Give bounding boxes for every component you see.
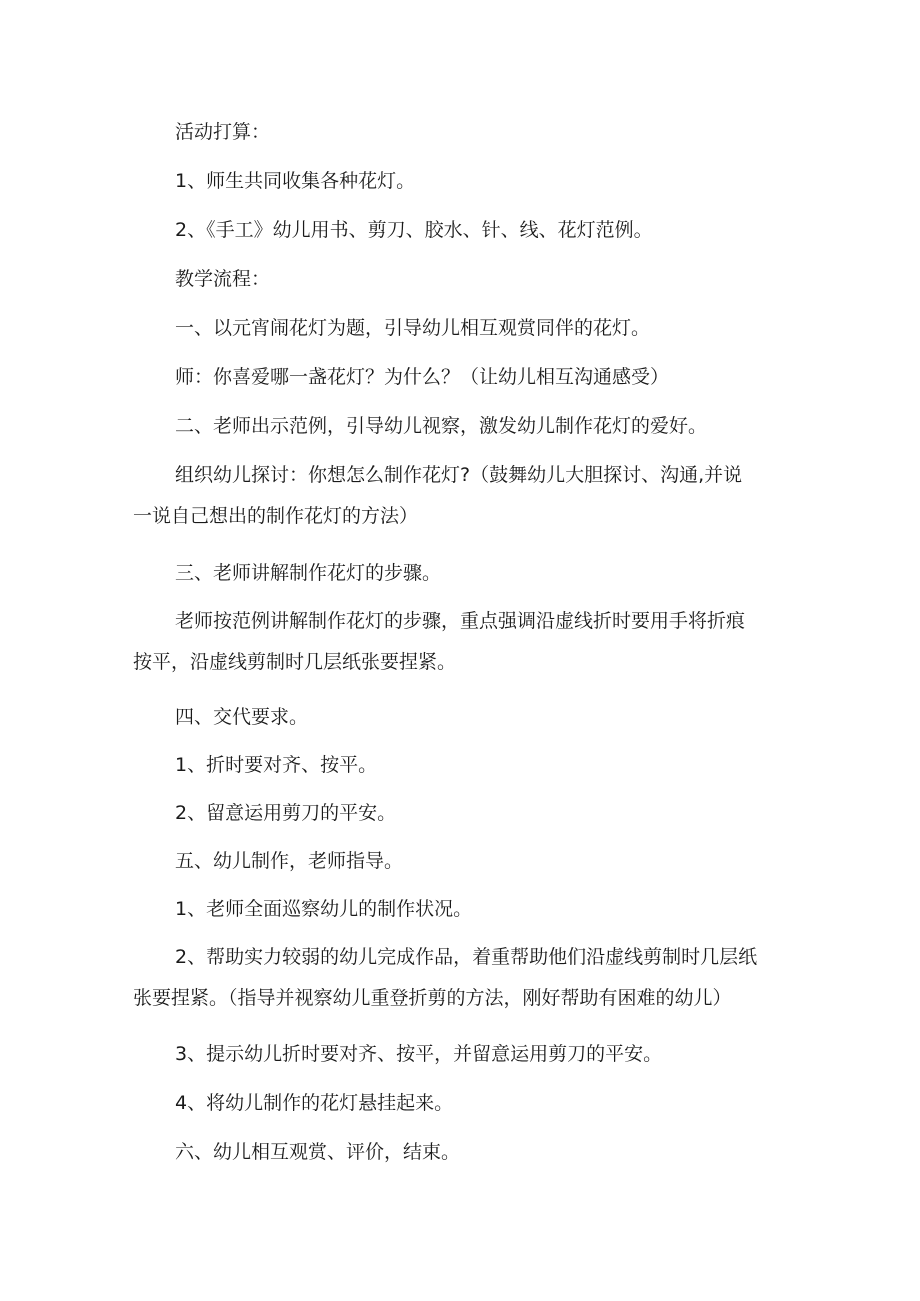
- list-item: [133, 1083, 793, 1124]
- list-item: [133, 937, 793, 1019]
- list-item: [133, 889, 793, 930]
- paragraph-line: 五、幼儿制作，老师指导。: [175, 850, 404, 872]
- step-heading: [133, 553, 793, 594]
- paragraph-line: 1、师生共同收集各种花灯。: [175, 170, 416, 192]
- list-item: [133, 161, 793, 202]
- paragraph-line: 1、折时要对齐、按平。: [175, 754, 378, 776]
- paragraph-line: 1、老师全面巡察幼儿的制作状况。: [175, 898, 473, 920]
- section-heading-process: [133, 259, 793, 300]
- paragraph-line: 2、留意运用剪刀的平安。: [175, 802, 397, 824]
- paragraph-line: 2、帮助实力较弱的幼儿完成作品，着重帮助他们沿虚线剪制时几层纸: [175, 946, 758, 968]
- step-heading: [133, 841, 793, 882]
- list-item: [133, 1034, 793, 1075]
- step-heading: [133, 308, 793, 349]
- paragraph-line: 组织幼儿探讨：你想怎么制作花灯?（鼓舞幼儿大胆探讨、沟通,并说: [175, 464, 743, 486]
- paragraph-line: 教学流程：: [175, 268, 271, 290]
- paragraph-line: 4、将幼儿制作的花灯悬挂起来。: [175, 1092, 454, 1114]
- paragraph-line: 一、以元宵闹花灯为题，引导幼儿相互观赏同伴的花灯。: [175, 317, 651, 339]
- paragraph: [133, 455, 793, 537]
- paragraph-line: 一说自己想出的制作花灯的方法）: [133, 505, 419, 527]
- paragraph-line: 张要捏紧。（指导并视察幼儿重登折剪的方法，刚好帮助有困难的幼儿）: [133, 987, 732, 1009]
- paragraph-line: 3、提示幼儿折时要对齐、按平，并留意运用剪刀的平安。: [175, 1043, 663, 1065]
- paragraph-line: 师：你喜爱哪一盏花灯？为什么？（让幼儿相互沟通感受）: [175, 366, 670, 388]
- step-heading: [133, 697, 793, 738]
- paragraph-line: 三、老师讲解制作花灯的步骤。: [175, 562, 442, 584]
- paragraph-line: 四、交代要求。: [175, 706, 309, 728]
- paragraph-line: 2、《手工》幼儿用书、剪刀、胶水、针、线、花灯范例。: [175, 219, 653, 241]
- paragraph: [133, 357, 793, 398]
- paragraph-line: 活动打算：: [175, 121, 271, 143]
- list-item: [133, 793, 793, 834]
- paragraph-line: 老师按范例讲解制作花灯的步骤，重点强调沿虚线折时要用手将折痕: [175, 610, 746, 632]
- paragraph-line: 二、老师出示范例，引导幼儿视察，激发幼儿制作花灯的爱好。: [175, 415, 708, 437]
- paragraph-line: 六、幼儿相互观赏、评价，结束。: [175, 1141, 461, 1163]
- step-heading: [133, 1132, 793, 1173]
- list-item: [133, 745, 793, 786]
- paragraph: [133, 601, 793, 683]
- section-heading-preparation: [133, 112, 793, 153]
- step-heading: [133, 406, 793, 447]
- list-item: [133, 210, 793, 251]
- paragraph-line: 按平，沿虚线剪制时几层纸张要捏紧。: [133, 651, 457, 673]
